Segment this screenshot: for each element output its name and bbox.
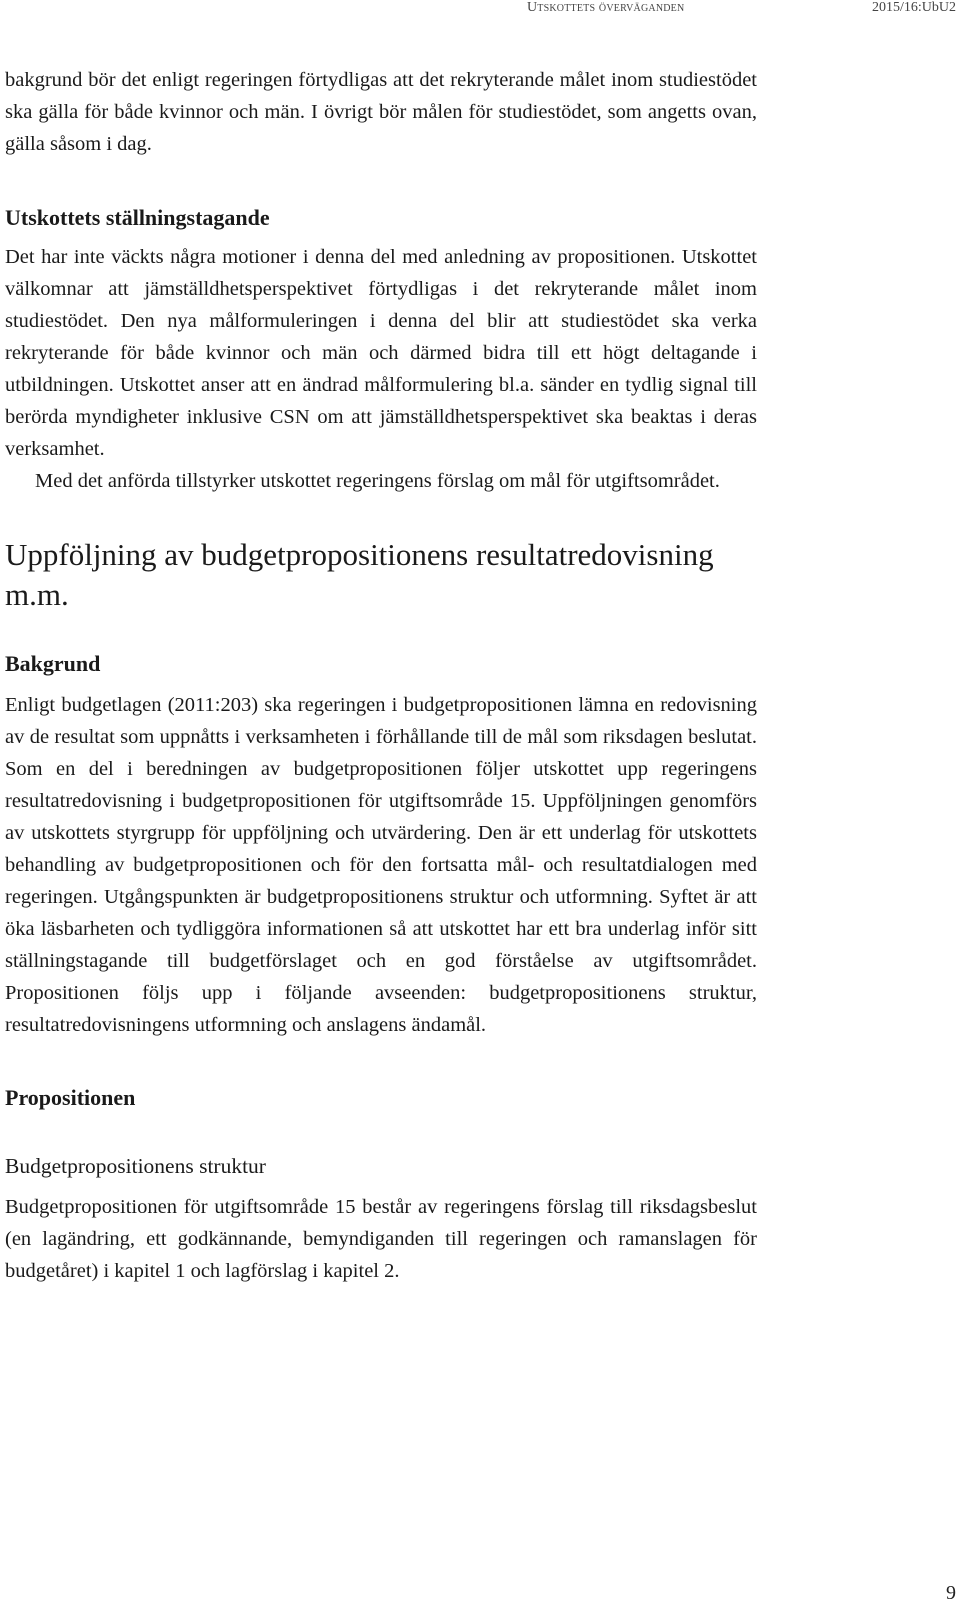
paragraph-bakgrund: Enligt budgetlagen (2011:203) ska regeringen i budgetpropositionen lämna en redovisning av de resultat som uppnåtts i verksamheten i förhållande till de mål som riksdagen beslutat. Som en del i beredningen av budgetpropositionen följer utskottet upp regeringens resultatredovisning i budgetpropositionen för utgiftsområde 15. Uppföljningen genomförs av utskottets styrgrupp för uppföljning och utvärdering. Den är ett underlag för utskottets behandling av budgetpropositionen och för den fortsatta mål- och resultatdialogen med regeringen. Utgångspunkten är budgetpropositionens struktur och utformning. Syftet är att öka läsbarheten och tydliggöra informationen så att utskottet har ett bra underlag inför sitt ställningstagande till budgetförslaget och en god förståelse av utgiftsområdet. Propositionen följs upp i följande avseenden: budgetpropositionens struktur, resultatredovisningens utformning och anslagens ändamål. [5, 694, 757, 1036]
paragraph-struktur: Budgetpropositionen för utgiftsområde 15 består av regeringens förslag till riksdagsbeslut (en lagändring, ett godkännande, bemyndiganden till regeringen och ramanslagen för budgetåret) i kapitel 1 och lagförslag i kapitel 2. [5, 1196, 757, 1282]
paragraph-tillstyrker: Med det anförda tillstyrker utskottet regeringens förslag om mål för utgiftsområdet. [35, 470, 720, 492]
heading-utskottets-stallningstagande: Utskottets ställningstagande [5, 205, 270, 230]
document-reference: 2015/16:UbU2 [872, 0, 956, 15]
heading-propositionen: Propositionen [5, 1085, 136, 1110]
section-heading-uppfoljning: Uppföljning av budgetpropositionens resultatredovisning m.m. [5, 537, 714, 612]
heading-budgetpropositionens-struktur: Budgetpropositionens struktur [5, 1154, 266, 1178]
page-body [5, 64, 757, 1287]
paragraph-intro: bakgrund bör det enligt regeringen förtydligas att det rekryterande målet inom studiestödet ska gälla för både kvinnor och män. I övrigt bör målen för studiestödet, som angetts ovan, gälla såsom i dag. [5, 69, 757, 155]
running-head [0, 0, 960, 20]
page-number: 9 [946, 1582, 956, 1604]
paragraph-stallningstagande: Det har inte väckts några motioner i denna del med anledning av propositionen. Utskottet välkomnar att jämställdhetsperspektivet förtydligas i det rekryterande målet inom studiestödet. Den nya målformuleringen i denna del blir att studiestödet ska verka rekryterande för både kvinnor och män och därmed bidra till ett högt deltagande i utbildningen. Utskottet anser att en ändrad målformulering bl.a. sänder en tydlig signal till berörda myndigheter inklusive CSN om att jämställdhetsperspektivet ska beaktas i deras verksamhet. [5, 246, 757, 460]
running-head-title: Utskottets överväganden [527, 0, 685, 15]
heading-bakgrund: Bakgrund [5, 651, 101, 676]
